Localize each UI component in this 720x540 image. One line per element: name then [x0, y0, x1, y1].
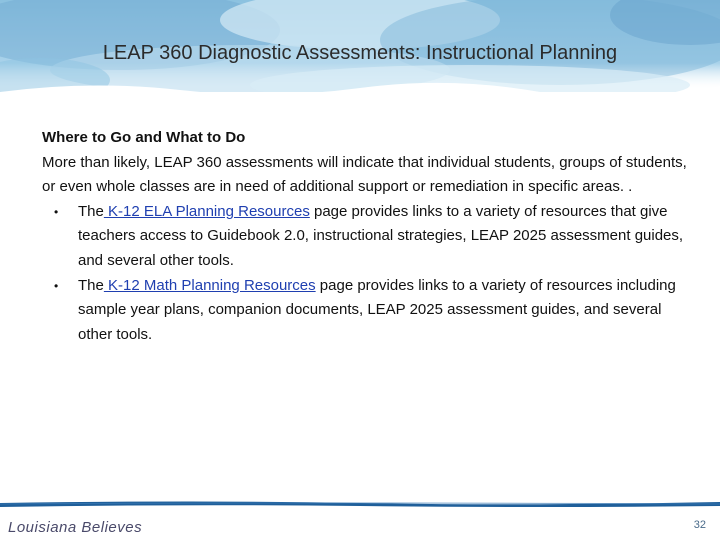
- math-planning-resources-link[interactable]: K-12 Math Planning Resources: [103, 276, 316, 294]
- louisiana-believes-logo: Louisiana Believes: [8, 519, 143, 536]
- resource-list: [42, 200, 692, 348]
- page-number: 32: [693, 519, 706, 531]
- bullet-marker: •: [54, 278, 59, 293]
- bullet-text: page provides links to a variety of resources including sample year plans, companion documents, LEAP 2025 assessment guides, and several other tools.: [78, 276, 676, 343]
- slide-title: LEAP 360 Diagnostic Assessments: Instructional Planning: [102, 42, 618, 64]
- list-item-math: [42, 274, 692, 348]
- bullet-prefix: The: [78, 276, 104, 294]
- ela-planning-resources-link[interactable]: K-12 ELA Planning Resources: [103, 202, 310, 220]
- slide-body: [42, 126, 692, 347]
- section-heading: Where to Go and What to Do: [42, 129, 246, 146]
- footer-brush-stroke-art: [0, 497, 720, 511]
- list-item-ela: [42, 200, 692, 274]
- bullet-text: page provides links to a variety of resources that give teachers access to Guidebook 2.0, instructional strategies, LEAP 2025 assessment guides, and several other tools.: [78, 202, 684, 269]
- bullet-prefix: The: [78, 202, 104, 220]
- bullet-marker: •: [54, 204, 59, 219]
- intro-paragraph: More than likely, LEAP 360 assessments will indicate that individual students, groups of students, or even whole classes are in need of additional support or remediation in specific areas. .: [42, 153, 687, 196]
- footer-brush-stroke: [0, 497, 720, 511]
